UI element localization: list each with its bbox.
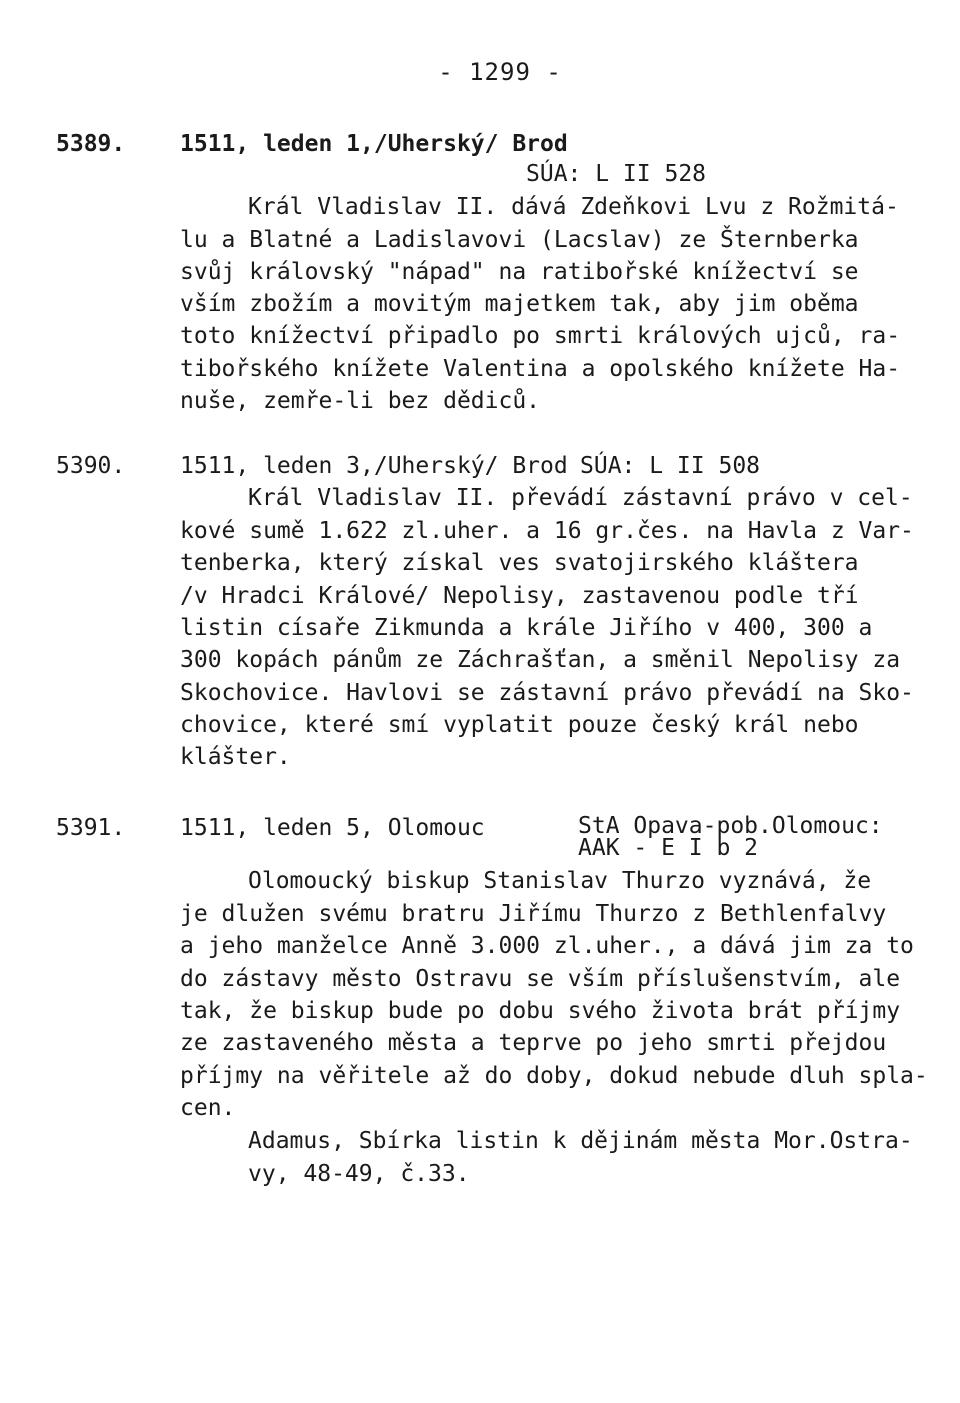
entry-text-line: nuše, zemře-li bez dědiců. <box>180 388 541 414</box>
entry-text-line: tak, že biskup bude po dobu svého života brát příjmy <box>180 998 901 1024</box>
entry-date-place: 1511, leden 3,/Uherský/ Brod <box>180 453 568 479</box>
entry-text-line: listin císaře Zikmunda a krále Jiřího v 400, 300 a <box>180 615 873 641</box>
entry-source: SÚA: L II 508 <box>580 453 761 479</box>
entry-text-line: Olomoucký biskup Stanislav Thurzo vyznává, že <box>248 868 872 894</box>
entry-literature-line: vy, 48-49, č.33. <box>248 1161 470 1187</box>
entry-source: SÚA: L II 528 <box>526 161 707 187</box>
entry-text-line: klášter. <box>180 744 291 770</box>
entry-number: 5390. <box>56 453 126 479</box>
entry-number: 5389. <box>56 131 126 157</box>
entry-text-line: svůj královský "nápad" na ratibořské knížectví se <box>180 259 859 285</box>
entry-text-line: ze zastaveného města a teprve po jeho smrti přejdou <box>180 1030 887 1056</box>
entry-text-line: je dlužen svému bratru Jiřímu Thurzo z Bethlenfalvy <box>180 901 887 927</box>
entry-text-line: vším zbožím a movitým majetkem tak, aby jim oběma <box>180 291 859 317</box>
entry-text-line: Král Vladislav II. převádí zástavní právo v cel- <box>248 485 913 511</box>
entry-text-line: lu a Blatné a Ladislavovi (Lacslav) ze Šternberka <box>180 227 859 253</box>
entry-date-place: 1511, leden 1,/Uherský/ Brod <box>180 131 568 157</box>
entry-text-line: a jeho manželce Anně 3.000 zl.uher., a dává jim za to <box>180 933 914 959</box>
entry-text-line: tenberka, který získal ves svatojirského kláštera <box>180 550 859 576</box>
entry-text-line: /v Hradci Králové/ Nepolisy, zastavenou podle tří <box>180 583 859 609</box>
entry-text-line: Král Vladislav II. dává Zdeňkovi Lvu z Rožmitá- <box>248 194 899 220</box>
entry-text-line: Skochovice. Havlovi se zástavní právo převádí na Sko- <box>180 680 914 706</box>
entry-literature-line: Adamus, Sbírka listin k dějinám města Mor.Ostra- <box>248 1128 913 1154</box>
entry-text-line: do zástavy město Ostravu se vším příslušenstvím, ale <box>180 966 901 992</box>
entry-text-line: příjmy na věřitele až do doby, dokud nebude dluh spla- <box>180 1063 928 1089</box>
entry-source: StA Opava-pob.Olomouc: <box>578 813 883 839</box>
entry-number: 5391. <box>56 815 126 841</box>
entry-text-line: tibořského knížete Valentina a opolského knížete Ha- <box>180 356 901 382</box>
entry-text-line: chovice, které smí vyplatit pouze český král nebo <box>180 712 859 738</box>
page-number: - 1299 - <box>438 58 562 86</box>
entry-text-line: cen. <box>180 1095 236 1121</box>
entry-text-line: kové sumě 1.622 zl.uher. a 16 gr.čes. na Havla z Var- <box>180 518 914 544</box>
entry-text-line: 300 kopách pánům ze Záchrašťan, a směnil Nepolisy za <box>180 647 901 673</box>
entry-date-place: 1511, leden 5, Olomouc <box>180 815 485 841</box>
entry-source-signature: AAK - E I b 2 <box>578 835 759 861</box>
entry-text-line: toto knížectví připadlo po smrti králových ujců, ra- <box>180 323 901 349</box>
